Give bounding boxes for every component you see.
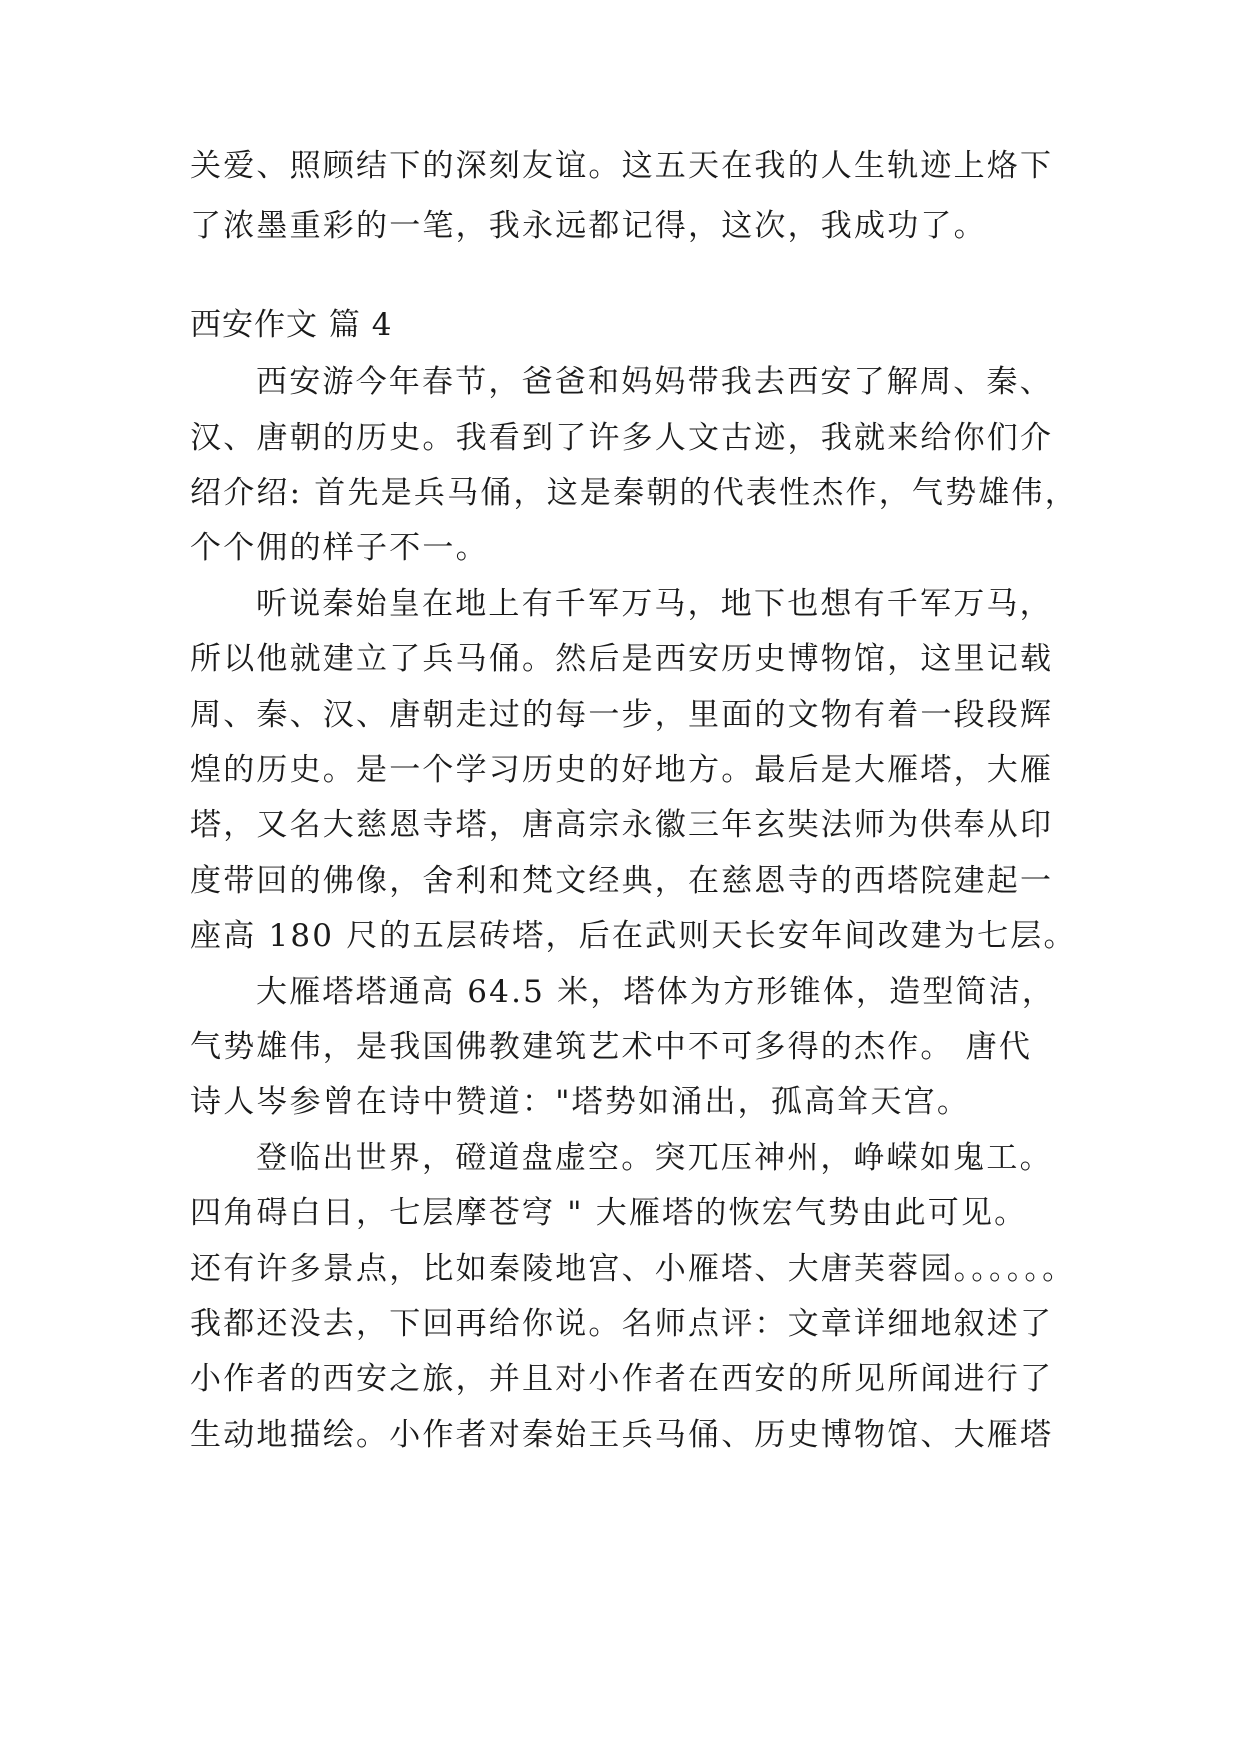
text-line: 个个佣的样子不一。 — [190, 530, 489, 566]
text-line: 诗人岑参曾在诗中赞道："塔势如涌出，孤高耸天宫。 — [190, 1084, 971, 1120]
text-line: 生动地描绘。小作者对秦始王兵马俑、历史博物馆、大雁塔 — [190, 1417, 1054, 1453]
paragraph-first-line: 登临出世界，磴道盘虚空。突兀压神州，峥嵘如鬼工。 — [256, 1140, 1053, 1176]
text-line: 我都还没去，下回再给你说。名师点评：文章详细地叙述了 — [190, 1306, 1054, 1342]
paragraph-first-line: 西安游今年春节，爸爸和妈妈带我去西安了解周、秦、 — [256, 364, 1053, 400]
text-line: 塔，又名大慈恩寺塔，唐高宗永徽三年玄奘法师为供奉从印 — [190, 807, 1054, 843]
text-line: 还有许多景点，比如秦陵地宫、小雁塔、大唐芙蓉园。。。。。。 — [190, 1251, 1076, 1287]
text-line: 小作者的西安之旅，并且对小作者在西安的所见所闻进行了 — [190, 1361, 1054, 1397]
text-line: 气势雄伟，是我国佛教建筑艺术中不可多得的杰作。 唐代 — [190, 1029, 1033, 1065]
text-line: 煌的历史。是一个学习历史的好地方。最后是大雁塔，大雁 — [190, 752, 1054, 788]
text-line: 汉、唐朝的历史。我看到了许多人文古迹，我就来给你们介 — [190, 420, 1054, 456]
paragraph-first-line: 大雁塔塔通高 64.5 米，塔体为方形锥体，造型简洁， — [256, 974, 1056, 1010]
text-line: 所以他就建立了兵马俑。然后是西安历史博物馆，这里记载 — [190, 641, 1054, 677]
text-line: 座高 180 尺的五层砖塔，后在武则天长安年间改建为七层。 — [190, 918, 1077, 954]
text-line: 周、秦、汉、唐朝走过的每一步，里面的文物有着一段段辉 — [190, 697, 1054, 733]
section-title: 西安作文 篇 4 — [190, 307, 393, 343]
paragraph-first-line: 听说秦始皇在地上有千军万马，地下也想有千军万马， — [256, 586, 1053, 622]
text-line: 四角碍白日，七层摩苍穹 " 大雁塔的恢宏气势由此可见。 — [190, 1195, 1028, 1231]
text-line: 关爱、照顾结下的深刻友谊。这五天在我的人生轨迹上烙下 — [190, 148, 1054, 184]
text-line: 了浓墨重彩的一笔，我永远都记得，这次，我成功了。 — [190, 208, 987, 244]
text-line: 度带回的佛像，舍利和梵文经典，在慈恩寺的西塔院建起一 — [190, 863, 1054, 899]
text-line: 绍介绍: 首先是兵马俑，这是秦朝的代表性杰作，气势雄伟， — [190, 475, 1078, 511]
